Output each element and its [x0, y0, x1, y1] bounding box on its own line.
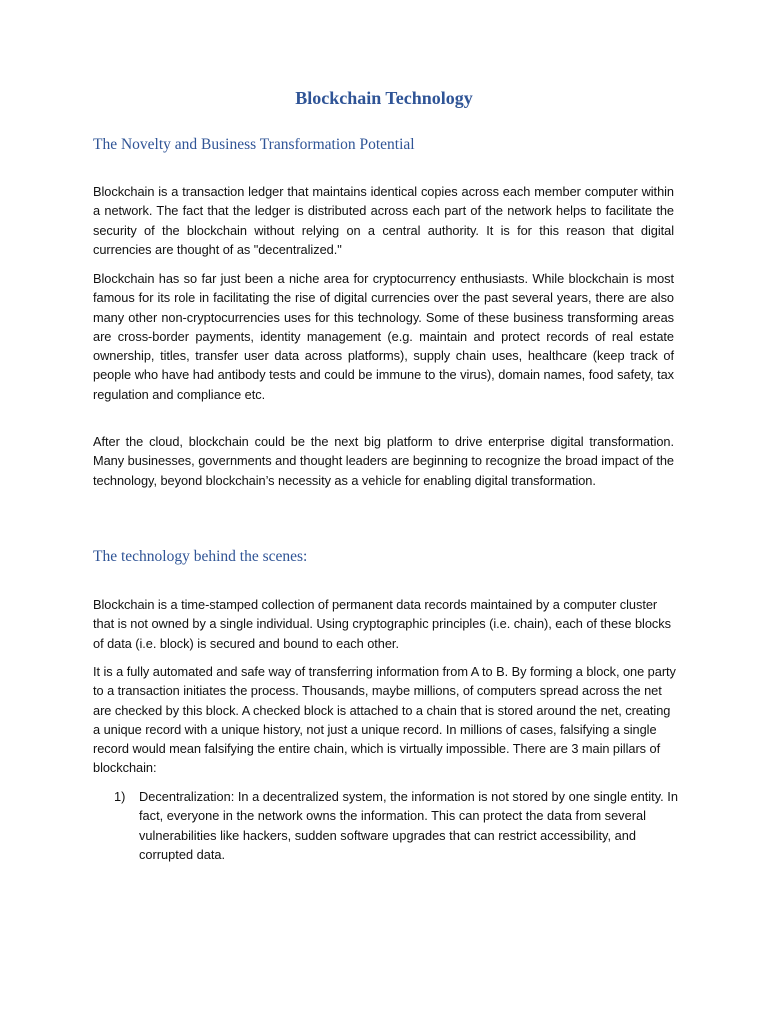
pillars-list: [93, 787, 678, 864]
list-item-number: 1): [114, 789, 126, 804]
paragraph-automated-transfer: It is a fully automated and safe way of transferring information from A to B. By forming a block, one party to a transaction initiates the process. Thousands, maybe millions, of computers spread across the net are checked by this block. A checked block is attached to a chain that is stored around the net, creating a unique record with a unique history, not just a unique record. In millions of cases, falsifying a single record would mean falsifying the entire chain, which is virtually impossible. There are 3 main pillars of blockchain:: [93, 664, 676, 776]
section-heading-technology: The technology behind the scenes:: [93, 548, 308, 565]
paragraph-time-stamped: Blockchain is a time-stamped collection of permanent data records maintained by a computer cluster that is not owned by a single individual. Using cryptographic principles (i.e. chain), each of these blocks of data (i.e. block) is secured and bound to each other.: [93, 597, 671, 651]
document-title: Blockchain Technology: [295, 88, 473, 108]
paragraph-after-cloud: After the cloud, blockchain could be the next big platform to drive enterprise digital transformation. Many businesses, governments and thought leaders are beginning to recognize the broad impact of the technology, beyond blockchain’s necessity as a vehicle for enabling digital transformation.: [93, 434, 674, 488]
list-item-decentralization: [93, 787, 678, 864]
paragraph-niche-area: Blockchain has so far just been a niche area for cryptocurrency enthusiasts. While blockchain is most famous for its role in facilitating the rise of digital currencies over the past several years, there are also many other non-cryptocurrencies uses for this technology. Some of these business transforming areas are cross-border payments, identity management (e.g. maintain and protect records of real estate ownership, titles, transfer user data across platforms), supply chain uses, healthcare (keep track of people who have had antibody tests and could be immune to the virus), domain names, food safety, tax regulation and compliance etc.: [93, 271, 674, 402]
section-heading-novelty: The Novelty and Business Transformation Potential: [93, 136, 415, 153]
paragraph-ledger: Blockchain is a transaction ledger that maintains identical copies across each member computer within a network. The fact that the ledger is distributed across each part of the network helps to facilitate the security of the blockchain without relying on a central authority. It is for this reason that digital currencies are thought of as "decentralized.": [93, 184, 674, 257]
list-item-text: Decentralization: In a decentralized system, the information is not stored by one single entity. In fact, everyone in the network owns the information. This can protect the data from several vulnerabilities like hackers, sudden software upgrades that can restrict accessibility, and corrupted data.: [139, 789, 678, 862]
